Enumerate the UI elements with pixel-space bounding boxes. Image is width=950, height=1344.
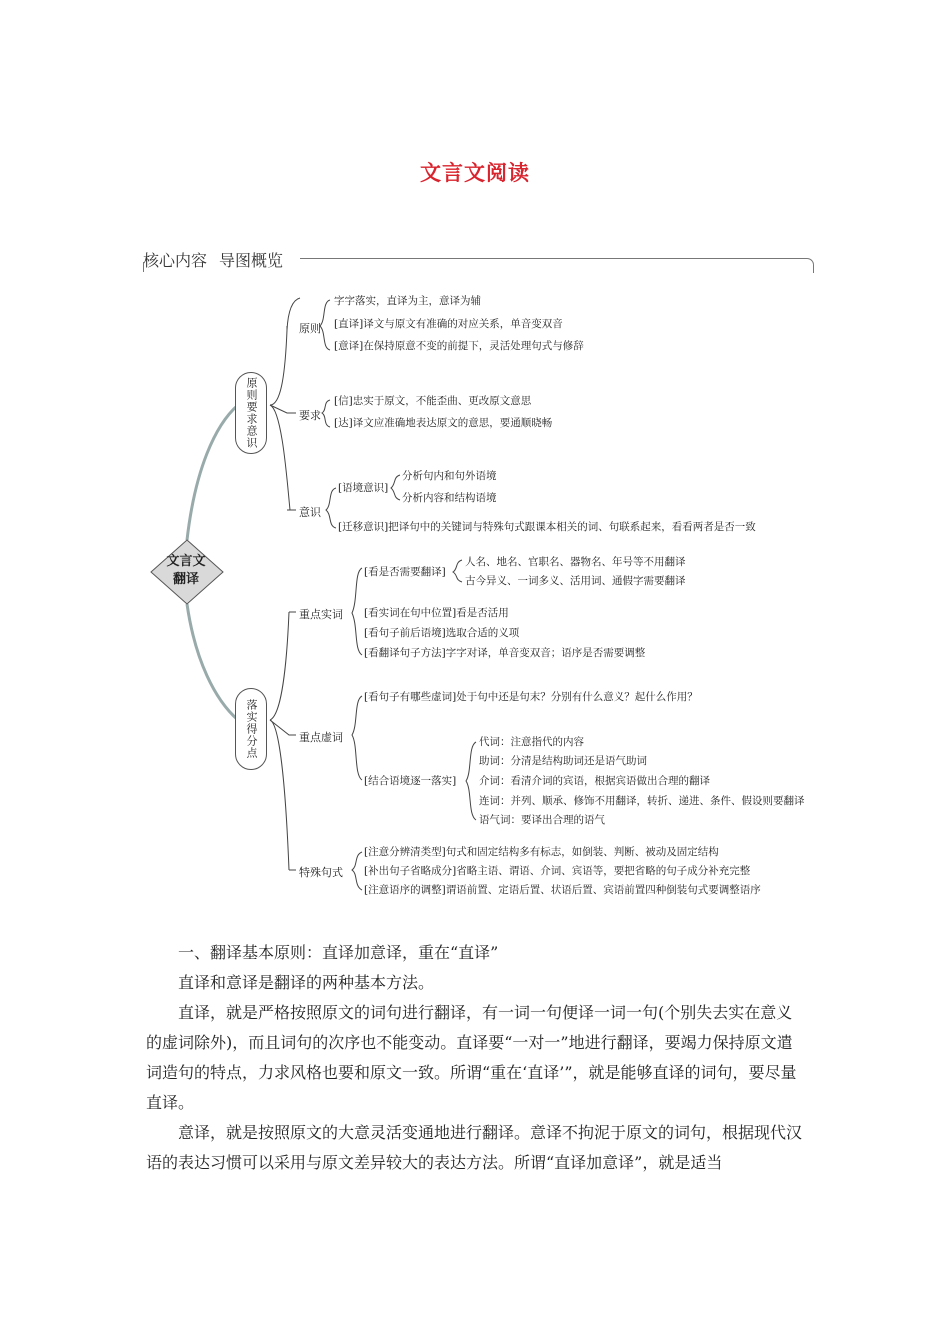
xuci-kan: [看句子有哪些虚词]处于句中还是句末？分别有什么意义？起什么作用？ [364,691,698,703]
xuci-jiehe-item: 语气词：要译出合理的语气 [479,814,605,826]
label-shici: 重点实词 [299,608,343,621]
shici-item: [看句子前后语境]选取合适的义项 [364,627,520,639]
center-line1: 文言文 [166,554,206,569]
teshu-item: [注意分辨清类型]句式和固定结构多有标志，如倒装、判断、被动及固定结构 [364,846,719,858]
shici-kan-item: 古今异义、一词多义、活用词、通假字需要翻译 [465,575,686,587]
connector-upper [187,405,238,540]
yuanze-item: 字字落实，直译为主，意译为辅 [334,295,481,307]
label-yaoqiu: 要求 [299,409,321,422]
label-xuci: 重点虚词 [299,731,343,744]
xuci-jiehe: [结合语境逐一落实] [364,775,457,787]
page-title: 文言文阅读 [420,160,530,185]
shici-kan-item: 人名、地名、官职名、器物名、年号等不用翻译 [465,556,686,568]
center-line2: 翻译 [172,572,199,587]
teshu-item: [注意语序的调整]谓语前置、定语后置、状语后置、宾语前置四种倒装句式要调整语序 [364,884,761,896]
shici-item: [看翻译句子方法]字字对译，单音变双音；语序是否需要调整 [364,647,646,659]
connector-lower [187,604,238,720]
label-teshu: 特殊句式 [299,866,343,879]
body-paragraph: 直译，就是严格按照原文的词句进行翻译，有一词一句便译一词一句(个别失去实在意义的虚词除外)，而且词句的次序也不能变动。直译要“一对一”地进行翻译，要竭力保持原文遣词造句的特点，力求风格也要和原文一致。所谓“重在‘直译’”，就是能够直译的词句，要尽量直译。 [146,1003,797,1112]
teshu-item: [补出句子省略成分]省略主语、谓语、介词、宾语等，要把省略的句子成分补充完整 [364,865,751,877]
section-heading-part1: 核心内容 [143,251,208,270]
yuanze-item: [直译]译文与原文有准确的对应关系，单音变双音 [334,318,563,330]
shici-kan: [看是否需要翻译] [364,566,446,578]
yaoqiu-item: [信]忠实于原文，不能歪曲、更改原文意思 [334,395,532,407]
yaoqiu-item: [达]译文应准确地表达原文的意思，要通顺晓畅 [334,417,553,429]
yishi-yujing: [语境意识] [338,482,389,494]
branch-node-upper: 原则要求意识 [235,372,267,454]
label-yishi: 意识 [299,506,321,519]
body-text [146,938,806,1178]
section-heading-part2: 导图概览 [219,251,284,270]
yujing-item: 分析句内和句外语境 [402,470,497,482]
center-node [151,553,221,589]
yishi-qianyi: [迁移意识]把译句中的关键词与特殊句式跟课本相关的词、句联系起来，看看两者是否一致 [338,521,756,533]
xuci-jiehe-item: 代词：注意指代的内容 [479,736,584,748]
body-paragraph: 意译，就是按照原文的大意灵活变通地进行翻译。意译不拘泥于原文的词句，根据现代汉语的表达习惯可以采用与原文差异较大的表达方法。所谓“直译加意译”，就是适当 [146,1123,803,1172]
xuci-jiehe-item: 连词：并列、顺承、修饰不用翻译，转折、递进、条件、假设则要翻译 [479,795,805,807]
branch-node-lower: 落实得分点 [235,688,267,770]
xuci-jiehe-item: 介词：看清介词的宾语，根据宾语做出合理的翻译 [479,775,710,787]
shici-item: [看实词在句中位置]看是否活用 [364,607,509,619]
yujing-item: 分析内容和结构语境 [402,492,497,504]
body-paragraph: 直译和意译是翻译的两种基本方法。 [178,973,435,992]
label-yuanze: 原则 [299,322,321,335]
body-heading: 一、翻译基本原则：直译加意译，重在“直译” [178,943,499,962]
xuci-jiehe-item: 助词：分清是结构助词还是语气助词 [479,755,647,767]
yuanze-item: [意译]在保持原意不变的前提下，灵活处理句式与修辞 [334,340,584,352]
